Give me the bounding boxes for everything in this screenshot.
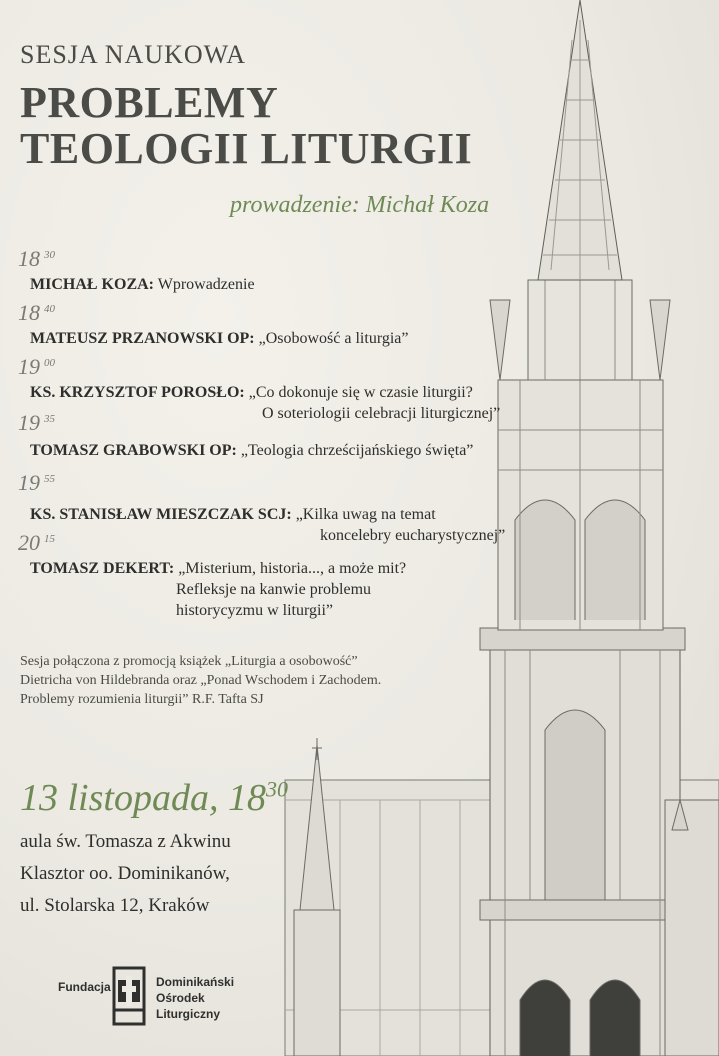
- logo-line: Liturgiczny: [156, 1007, 221, 1021]
- dominican-cross-icon: [108, 966, 150, 1026]
- address-line: Klasztor oo. Dominikanów,: [20, 863, 230, 884]
- time-slot-4: [18, 410, 55, 436]
- time-slot-1: [18, 246, 55, 272]
- time-slot-5: [18, 470, 55, 496]
- time-minute: 15: [44, 532, 55, 545]
- address-line: aula św. Tomasza z Akwinu: [20, 831, 231, 852]
- talk-title: „Co dokonuje się w czasie liturgii?: [244, 384, 473, 401]
- talk-title: „Osobowość a liturgia”: [254, 330, 409, 347]
- event-address: [20, 826, 231, 922]
- talk-item-5: [30, 504, 505, 546]
- time-slot-3: [18, 354, 55, 380]
- logo-left-text: Fundacja: [58, 980, 111, 994]
- book-promotion-note: [20, 652, 460, 709]
- foundation-logo: [58, 966, 248, 1028]
- page-title: [20, 80, 472, 172]
- note-line: Problemy rozumienia liturgii” R.F. Tafta SJ: [20, 692, 264, 707]
- time-hour: 19: [18, 410, 40, 435]
- note-line: Sesja połączona z promocją książek „Liturgia a osobowość”: [20, 654, 358, 669]
- time-minute: 35: [44, 412, 55, 425]
- time-minute: 40: [44, 302, 55, 315]
- talk-item-6: [30, 558, 406, 621]
- speaker-name: MATEUSZ PRZANOWSKI OP:: [30, 330, 255, 347]
- time-hour: 20: [18, 530, 40, 555]
- talk-title: „Misterium, historia..., a może mit?: [174, 560, 407, 577]
- address-line: ul. Stolarska 12, Kraków: [20, 895, 210, 916]
- talk-title-continued: O soteriologii celebracji liturgicznej”: [262, 405, 501, 422]
- moderator-name: Michał Koza: [365, 192, 490, 218]
- talk-title: Wprowadzenie: [154, 276, 255, 293]
- speaker-name: MICHAŁ KOZA:: [30, 276, 154, 293]
- speaker-name: TOMASZ GRABOWSKI OP:: [30, 442, 237, 459]
- talk-item-3: [30, 382, 500, 424]
- note-line: Dietricha von Hildebranda oraz „Ponad Wschodem i Zachodem.: [20, 673, 382, 688]
- moderator: [230, 192, 489, 219]
- logo-org-name: [156, 974, 234, 1022]
- title-line-1: PROBLEMY: [20, 78, 279, 127]
- time-minute: 55: [44, 472, 55, 485]
- talk-title: „Kilka uwag na temat: [291, 506, 436, 523]
- title-line-2: TEOLOGII LITURGII: [20, 124, 473, 173]
- event-date: [20, 776, 288, 820]
- speaker-name: KS. STANISŁAW MIESZCZAK SCJ:: [30, 506, 292, 523]
- talk-item-2: [30, 328, 409, 349]
- time-slot-2: [18, 300, 55, 326]
- time-minute: 00: [44, 356, 55, 369]
- time-slot-6: [18, 530, 55, 556]
- talk-title-continued: koncelebry eucharystycznej”: [320, 527, 506, 544]
- talk-title: „Teologia chrześcijańskiego święta”: [236, 442, 474, 459]
- speaker-name: TOMASZ DEKERT:: [30, 560, 175, 577]
- session-subtitle: SESJA NAUKOWA: [20, 40, 247, 69]
- talk-title-continued: Refleksje na kanwie problemu: [176, 581, 372, 598]
- time-hour: 19: [18, 354, 40, 379]
- event-time-minute: 30: [265, 776, 288, 802]
- event-date-text: 13 listopada, 18: [20, 777, 266, 819]
- time-hour: 18: [18, 246, 40, 271]
- speaker-name: KS. KRZYSZTOF POROSŁO:: [30, 384, 245, 401]
- logo-line: Ośrodek: [156, 991, 205, 1005]
- talk-item-1: [30, 274, 255, 295]
- talk-item-4: [30, 440, 473, 461]
- time-hour: 18: [18, 300, 40, 325]
- time-minute: 30: [44, 248, 55, 261]
- moderator-label: prowadzenie:: [230, 192, 366, 218]
- talk-title-continued: historycyzmu w liturgii”: [176, 602, 334, 619]
- logo-line: Dominikański: [156, 975, 235, 989]
- time-hour: 19: [18, 470, 40, 495]
